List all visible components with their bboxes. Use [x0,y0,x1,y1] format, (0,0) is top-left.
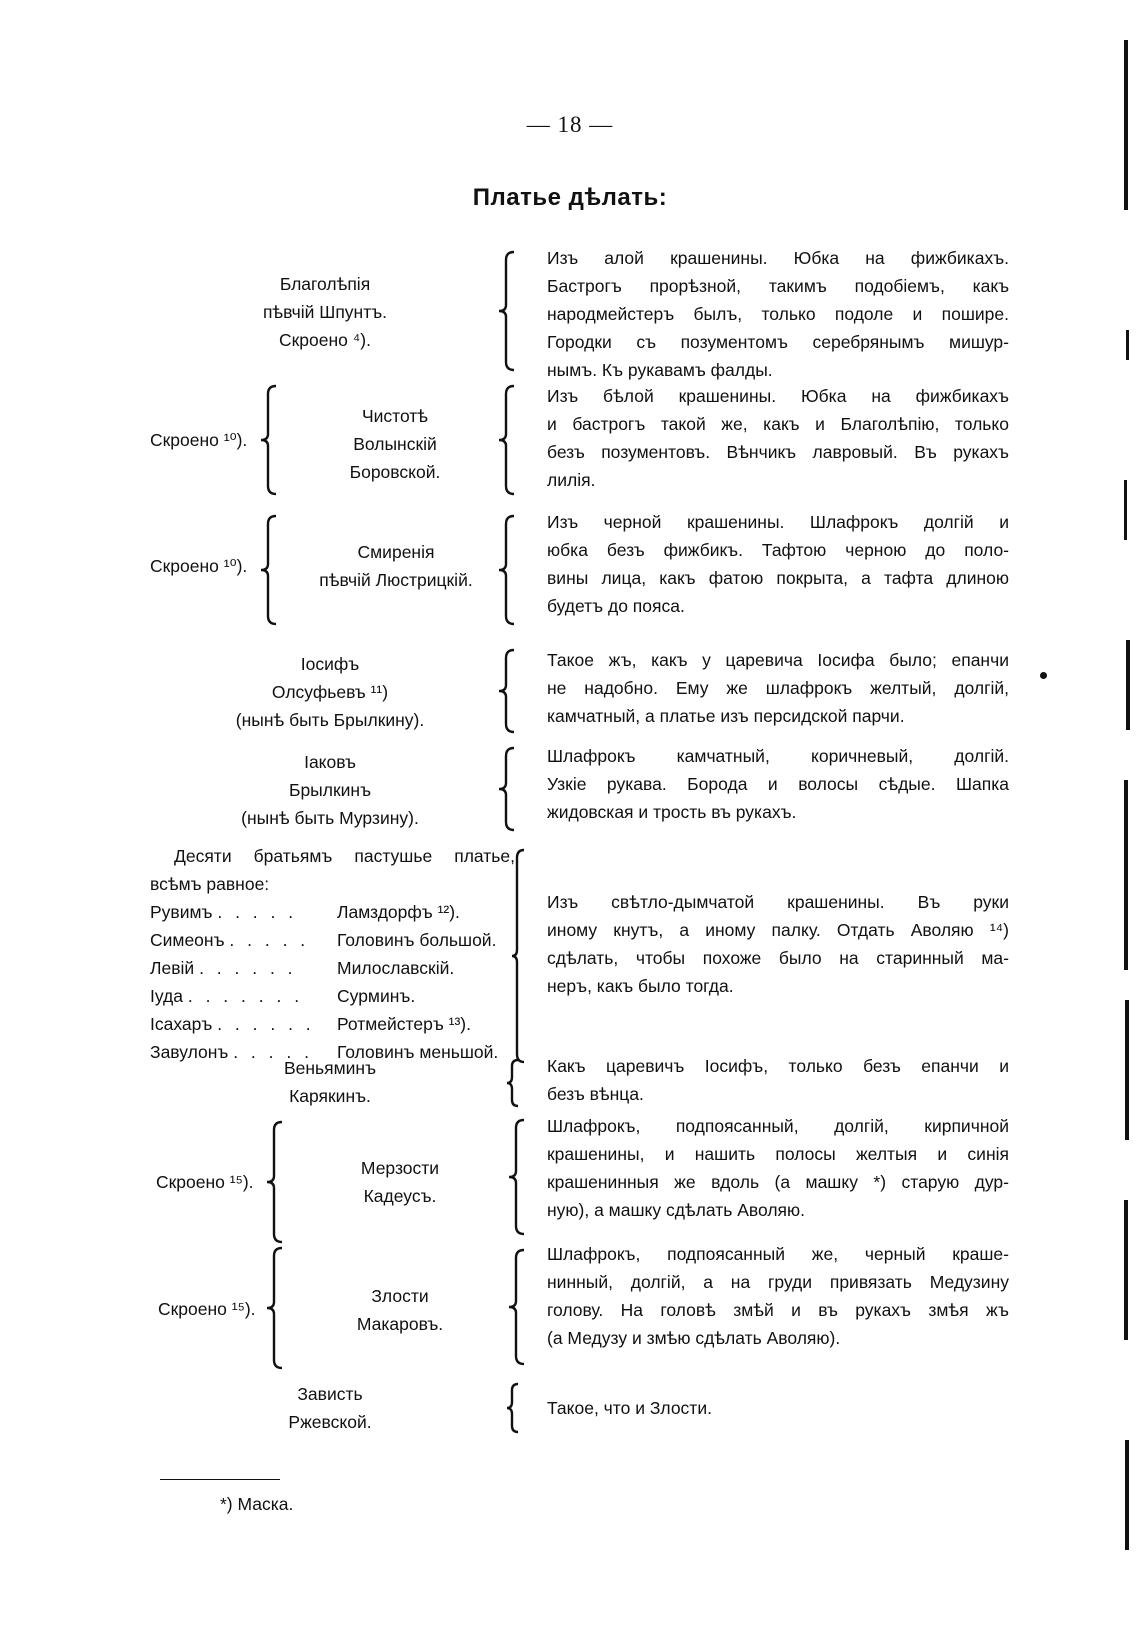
description-line: безъ вѣнца. [547,1084,644,1104]
description-line: Изъ свѣтло-дымчатой крашенины. Въ руки [547,892,1009,912]
curly-brace [258,384,284,496]
entry-5-role-line: Брылкинъ [288,780,372,800]
footnote-rule [160,1479,280,1480]
entry-9-note: Скроено ¹⁵). [158,1299,256,1319]
brothers-intro-line: Десяти братьямъ пастушье платье, [174,846,515,866]
description-line: лилія. [547,470,596,490]
brother-name: Левій [150,958,195,978]
description-line: Изъ бѣлой крашенины. Юбка на фижбикахъ [547,386,1009,406]
scan-edge-mark [1124,480,1127,540]
description-line: голову. На головѣ змѣй и въ рукахъ змѣя жъ [547,1300,1009,1320]
brother-row [150,954,515,982]
curly-brace [506,1382,526,1434]
description-line: Какъ царевичъ Іосифъ, только безъ епанчи и [547,1056,1009,1076]
entry-1-role [220,270,430,354]
entry-10-role-line: Зависть [297,1384,363,1404]
curly-brace [506,1248,532,1366]
description-line: (а Медузу и змѣю сдѣлать Аволяю). [547,1328,841,1348]
entry-2-role-line: Волынскій [353,434,437,454]
curly-brace [496,746,522,832]
description-line: Бастрогъ прорѣзной, такимъ подобіемъ, какъ [547,276,1009,296]
description-line: нинный, долгій, а на груди привязать Медузину [547,1272,1009,1292]
brother-dots: . . . . . [229,930,310,950]
scan-edge-mark [1124,780,1128,970]
curly-brace [264,1120,290,1244]
description-line: Изъ алой крашенины. Юбка на фижбикахъ. [547,248,1009,268]
entry-10-role [240,1380,420,1436]
curly-brace [258,514,284,626]
brother-dots: . . . . . . [199,958,297,978]
brother-actor: Сурминъ. [337,986,416,1006]
description-line: Шлафрокъ, подпоясанный, долгій, кирпичной [547,1116,1009,1136]
brothers-intro-line: всѣмъ равное: [150,874,270,894]
description-line: Шлафрокъ, подпоясанный же, черный краше- [547,1244,1009,1264]
brother-row [150,926,515,954]
entry-5-description [547,742,1009,826]
entry-9-description [547,1240,1009,1352]
curly-brace [264,1246,290,1370]
entry-5-role [215,748,445,832]
scan-edge-mark [1126,640,1130,730]
brother-name: Ісахаръ [150,1014,213,1034]
entry-2-role-line: Боровской. [349,462,441,482]
brothers-intro [150,842,515,898]
brothers-description [547,888,1009,1000]
scan-edge-mark [1124,40,1128,210]
scan-edge-mark [1126,330,1129,360]
description-line: Такое, что и Злости. [547,1398,712,1418]
entry-3-role [296,538,496,594]
brother-dots: . . . . . [233,1042,313,1062]
scan-edge-mark [1125,1000,1129,1140]
brother-dots: . . . . . . . [187,986,304,1006]
entry-4-role-line: Іосифъ [300,654,360,674]
brother-name: Завулонъ [150,1042,229,1062]
curly-brace [496,250,522,372]
entry-1-description [547,244,1009,384]
entry-3-role-line: пѣвчій Люстрицкій. [319,570,473,590]
page-heading: Платье дѣлать: [472,184,668,211]
description-line: сдѣлать, чтобы похоже было на старинный ма- [547,948,1009,968]
description-line: неръ, какъ было тогда. [547,976,734,996]
curly-brace [506,1118,532,1236]
entry-2-note: Скроено ¹⁰). [150,430,248,450]
footnote: *) Маска. [220,1494,294,1514]
description-line: ную), а машку сдѣлать Аволяю. [547,1200,805,1220]
brother-row [150,982,515,1010]
brother-row [150,1010,515,1038]
entry-8-role [320,1154,480,1210]
entry-4-role-line: (нынѣ быть Брылкину). [235,710,425,730]
entry-5-role-line: Іаковъ [304,752,356,772]
entry-9-role-line: Макаровъ. [356,1314,444,1334]
entry-9-role-line: Злости [371,1286,429,1306]
entry-7-role [240,1054,420,1110]
entry-7-description [547,1052,1009,1108]
description-line: Городки съ позументомъ серебрянымъ мишур- [547,332,1009,352]
brother-actor: Милославскій. [337,958,455,978]
description-line: нымъ. Къ рукавамъ фалды. [547,360,773,380]
description-line: не надобно. Ему же шлафрокъ желтый, долгій, [547,678,1009,698]
entry-3-description [547,508,1009,620]
scan-speck [1040,672,1047,679]
entry-7-role-line: Веньяминъ [283,1058,377,1078]
description-line: камчатный, а платье изъ персидской парчи. [547,706,905,726]
entry-1-role-line: Скроено ⁴). [279,330,371,350]
entry-1-role-line: пѣвчій Шпунтъ. [262,302,388,322]
description-line: Узкіе рукава. Борода и волосы сѣдые. Шапка [547,774,1009,794]
entry-8-role-line: Кадеусъ. [363,1186,437,1206]
entry-10-description [547,1394,1009,1422]
brother-row [150,898,515,926]
entry-3-role-line: Смиренія [357,542,435,562]
brother-actor: Головинъ меньшой. [337,1042,499,1062]
description-line: и бастрогъ такой же, какъ и Благолѣпію, только [547,414,1009,434]
curly-brace [496,384,522,496]
entry-5-role-line: (нынѣ быть Мурзину). [241,808,419,828]
brother-dots: . . . . . [217,902,298,922]
entry-4-role-line: Олсуфьевъ ¹¹) [271,682,389,702]
brother-actor: Ротмейстеръ ¹³). [337,1014,471,1034]
description-line: жидовская и трость въ рукахъ. [547,802,797,822]
brother-dots: . . . . . . [217,1014,315,1034]
entry-2-description [547,382,1009,494]
description-line: вины лица, какъ фатою покрыта, а тафта длиною [547,568,1009,588]
description-line: крашенинныя же вдоль (а машку *) старую дур- [547,1172,1009,1192]
description-line: Изъ черной крашенины. Шлафрокъ долгій и [547,512,1009,532]
entry-8-role-line: Мерзости [360,1158,440,1178]
description-line: юбка безъ фижбикъ. Тафтою черною до поло- [547,540,1009,560]
entry-4-role [215,650,445,734]
entry-1-role-line: Благолѣпія [279,274,371,294]
brother-actor: Ламздорфъ ¹²). [337,902,460,922]
description-line: иному кнутъ, а иному палку. Отдать Аволяю ¹⁴) [547,920,1009,940]
curly-brace [496,648,522,734]
entry-2-role [300,402,490,486]
entry-3-note: Скроено ¹⁰). [150,556,248,576]
brother-name: Іуда [150,986,183,1006]
description-line: крашенины, и нашить полосы желтыя и синія [547,1144,1009,1164]
entry-8-note: Скроено ¹⁵). [156,1172,254,1192]
curly-brace [512,848,532,1064]
entry-10-role-line: Ржевской. [288,1412,372,1432]
scan-edge-mark [1125,1440,1129,1550]
brothers-list [150,898,515,1066]
page-number: — 18 — [526,112,614,137]
curly-brace [506,1058,526,1108]
brother-name: Симеонъ [150,930,225,950]
scan-edge-mark [1124,1200,1128,1340]
description-line: народмейстеръ былъ, только подоле и пошире. [547,304,1009,324]
brother-actor: Головинъ большой. [337,930,497,950]
description-line: Такое жъ, какъ у царевича Іосифа было; епанчи [547,650,1009,670]
description-line: безъ позументовъ. Вѣнчикъ лавровый. Въ рукахъ [547,442,1009,462]
entry-9-role [320,1282,480,1338]
entry-8-description [547,1112,1009,1224]
description-line: Шлафрокъ камчатный, коричневый, долгій. [547,746,1009,766]
brother-name: Рувимъ [150,902,213,922]
curly-brace [496,514,522,626]
entry-7-role-line: Карякинъ. [289,1086,371,1106]
entry-2-role-line: Чистотѣ [361,406,429,426]
entry-4-description [547,646,1009,730]
description-line: будетъ до пояса. [547,596,685,616]
